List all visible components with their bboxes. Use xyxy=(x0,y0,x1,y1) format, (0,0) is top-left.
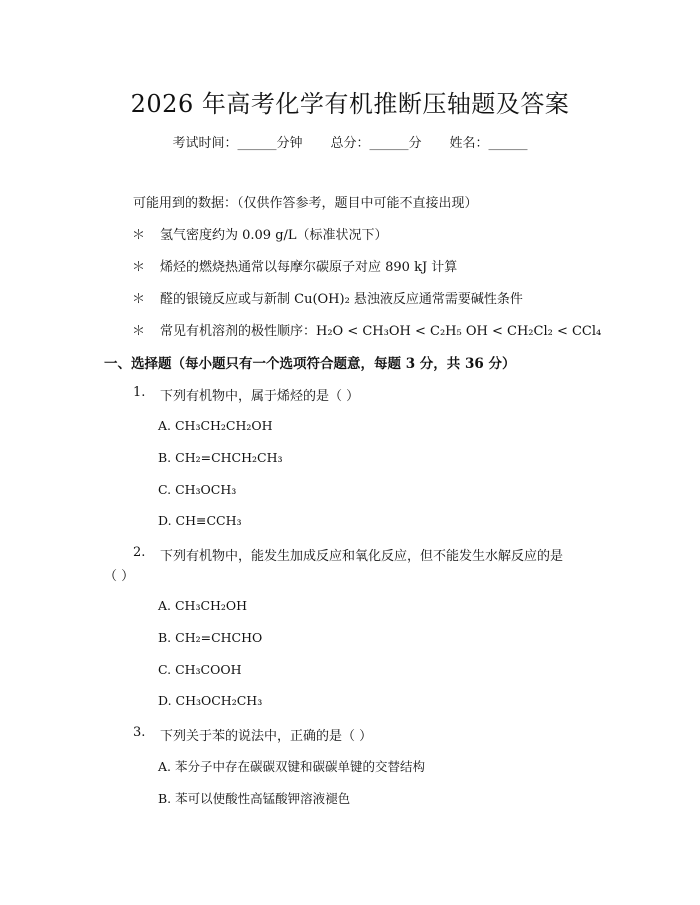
exam-info-row xyxy=(0,132,700,151)
bullet-text: 常见有机溶剂的极性顺序：H₂O < CH₃OH < C₂H₅ OH < CH₂Cl₂ < CCl₄ xyxy=(160,324,602,339)
total-score-field: 总分：______分 xyxy=(330,136,422,151)
name-field: 姓名：______ xyxy=(449,136,528,151)
option-a: A. CH₃CH₂OH xyxy=(158,598,248,613)
option-a: A. CH₃CH₂CH₂OH xyxy=(158,418,273,433)
question-text: 下列有机物中，属于烯烃的是（ ） xyxy=(160,389,360,404)
bullet-text: 烯烃的燃烧热通常以每摩尔碳原子对应 890 kJ 计算 xyxy=(160,260,458,275)
bullet-mark: ＊ xyxy=(132,292,146,307)
exam-time-field: 考试时间：______分钟 xyxy=(172,136,303,151)
question-number: 1. xyxy=(133,385,146,400)
option-d: D. CH₃OCH₂CH₃ xyxy=(158,693,263,708)
page-title: 2026 年高考化学有机推断压轴题及答案 xyxy=(130,90,570,118)
bullet-text: 醛的银镜反应或与新制 Cu(OH)₂ 悬浊液反应通常需要碱性条件 xyxy=(160,292,523,307)
question-text: 下列关于苯的说法中，正确的是（ ） xyxy=(160,729,373,744)
question-text: 下列有机物中，能发生加成反应和氧化反应，但不能发生水解反应的是 xyxy=(160,549,564,564)
bullet-mark: ＊ xyxy=(132,324,146,339)
option-c: C. CH₃OCH₃ xyxy=(158,482,237,497)
question-text-continued: （ ） xyxy=(104,569,135,584)
question-number: 2. xyxy=(133,545,146,560)
option-c: C. CH₃COOH xyxy=(158,662,242,677)
option-b: B. CH₂=CHCH₂CH₃ xyxy=(158,450,283,465)
option-b: B. 苯可以使酸性高锰酸钾溶液褪色 xyxy=(158,791,351,806)
section-heading: 一、选择题（每小题只有一个选项符合题意，每题 3 分，共 36 分） xyxy=(104,356,516,372)
bullet-mark: ＊ xyxy=(132,228,146,243)
option-b: B. CH₂=CHCHO xyxy=(158,630,263,645)
question-number: 3. xyxy=(133,725,146,740)
bullet-mark: ＊ xyxy=(132,260,146,275)
option-d: D. CH≡CCH₃ xyxy=(158,513,242,528)
data-intro: 可能用到的数据：（仅供作答参考，题目中可能不直接出现） xyxy=(133,196,478,211)
bullet-text: 氢气密度约为 0.09 g/L（标准状况下） xyxy=(160,228,388,243)
option-a: A. 苯分子中存在碳碳双键和碳碳单键的交替结构 xyxy=(158,759,425,774)
